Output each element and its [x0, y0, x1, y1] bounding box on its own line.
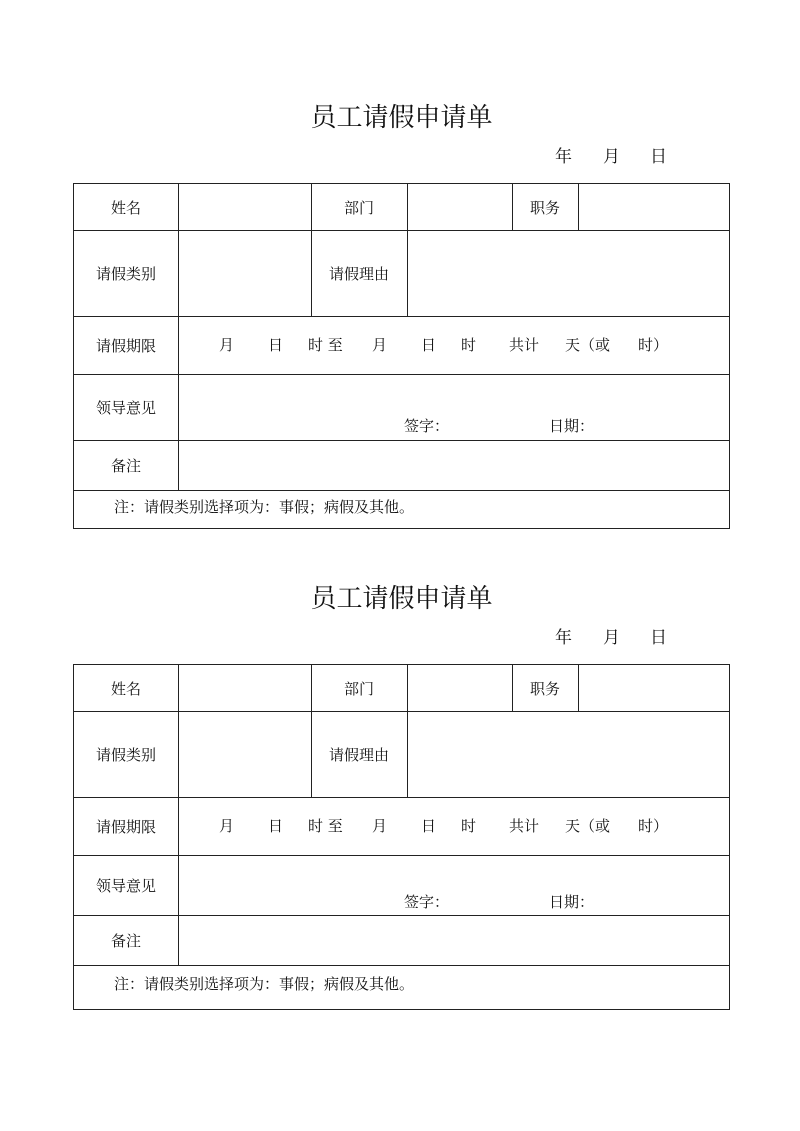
department-label: 部门 — [343, 679, 374, 698]
name-field[interactable] — [179, 665, 311, 711]
period-days-or: 天（或 — [565, 817, 611, 835]
name-label: 姓名 — [110, 679, 141, 698]
period-days-or: 天（或 — [565, 336, 611, 354]
period-hour-to: 时 至 — [308, 336, 343, 354]
period-day1: 日 — [268, 336, 284, 354]
date-year-label: 年 — [555, 147, 572, 167]
period-total: 共计 — [509, 817, 540, 835]
form-title: 员工请假申请单 — [310, 584, 493, 614]
position-field[interactable] — [579, 665, 729, 711]
date-month-label: 月 — [603, 147, 620, 167]
period-hour2: 时 — [461, 336, 477, 354]
leader-opinion-field[interactable] — [179, 855, 729, 891]
leave-type-label: 请假类别 — [95, 264, 156, 283]
period-hour-to: 时 至 — [308, 817, 343, 835]
period-month1: 月 — [219, 336, 235, 354]
position-label: 职务 — [529, 679, 560, 698]
department-field[interactable] — [408, 184, 512, 230]
form-title: 员工请假申请单 — [310, 103, 493, 133]
department-field[interactable] — [408, 665, 512, 711]
leader-opinion-label: 领导意见 — [95, 876, 156, 895]
period-day2: 日 — [421, 336, 437, 354]
signature-date-label: 日期： — [549, 417, 595, 435]
date-year-label: 年 — [555, 628, 572, 648]
leave-period-label: 请假期限 — [95, 817, 156, 836]
signature-date-label: 日期： — [549, 893, 595, 911]
leave-reason-label: 请假理由 — [328, 745, 389, 764]
position-label: 职务 — [529, 198, 560, 217]
leave-type-field[interactable] — [179, 230, 311, 316]
remarks-field[interactable] — [179, 440, 729, 490]
leave-reason-field[interactable] — [408, 230, 729, 316]
name-label: 姓名 — [110, 198, 141, 217]
leader-opinion-label: 领导意见 — [95, 398, 156, 417]
form-table — [73, 664, 730, 1010]
leave-reason-label: 请假理由 — [328, 264, 389, 283]
leave-period-label: 请假期限 — [95, 336, 156, 355]
period-day2: 日 — [421, 817, 437, 835]
position-field[interactable] — [579, 184, 729, 230]
leave-reason-field[interactable] — [408, 711, 729, 797]
leave-type-label: 请假类别 — [95, 745, 156, 764]
period-hour2: 时 — [461, 817, 477, 835]
name-field[interactable] — [179, 184, 311, 230]
period-hours-close: 时） — [638, 336, 669, 354]
form-date-line — [73, 146, 730, 168]
period-total: 共计 — [509, 336, 540, 354]
remarks-label: 备注 — [110, 456, 141, 475]
period-month1: 月 — [219, 817, 235, 835]
form-date-line — [73, 627, 730, 649]
period-month2: 月 — [372, 336, 388, 354]
date-day-label: 日 — [650, 147, 667, 167]
period-month2: 月 — [372, 817, 388, 835]
form-note: 注：请假类别选择项为：事假；病假及其他。 — [114, 975, 415, 993]
form-note: 注：请假类别选择项为：事假；病假及其他。 — [114, 498, 415, 516]
date-month-label: 月 — [603, 628, 620, 648]
signature-label: 签字： — [404, 417, 450, 435]
leader-opinion-field[interactable] — [179, 374, 729, 414]
remarks-field[interactable] — [179, 915, 729, 965]
department-label: 部门 — [343, 198, 374, 217]
date-day-label: 日 — [650, 628, 667, 648]
period-day1: 日 — [268, 817, 284, 835]
leave-type-field[interactable] — [179, 711, 311, 797]
form-table — [73, 183, 730, 529]
remarks-label: 备注 — [110, 931, 141, 950]
signature-label: 签字： — [404, 893, 450, 911]
period-hours-close: 时） — [638, 817, 669, 835]
